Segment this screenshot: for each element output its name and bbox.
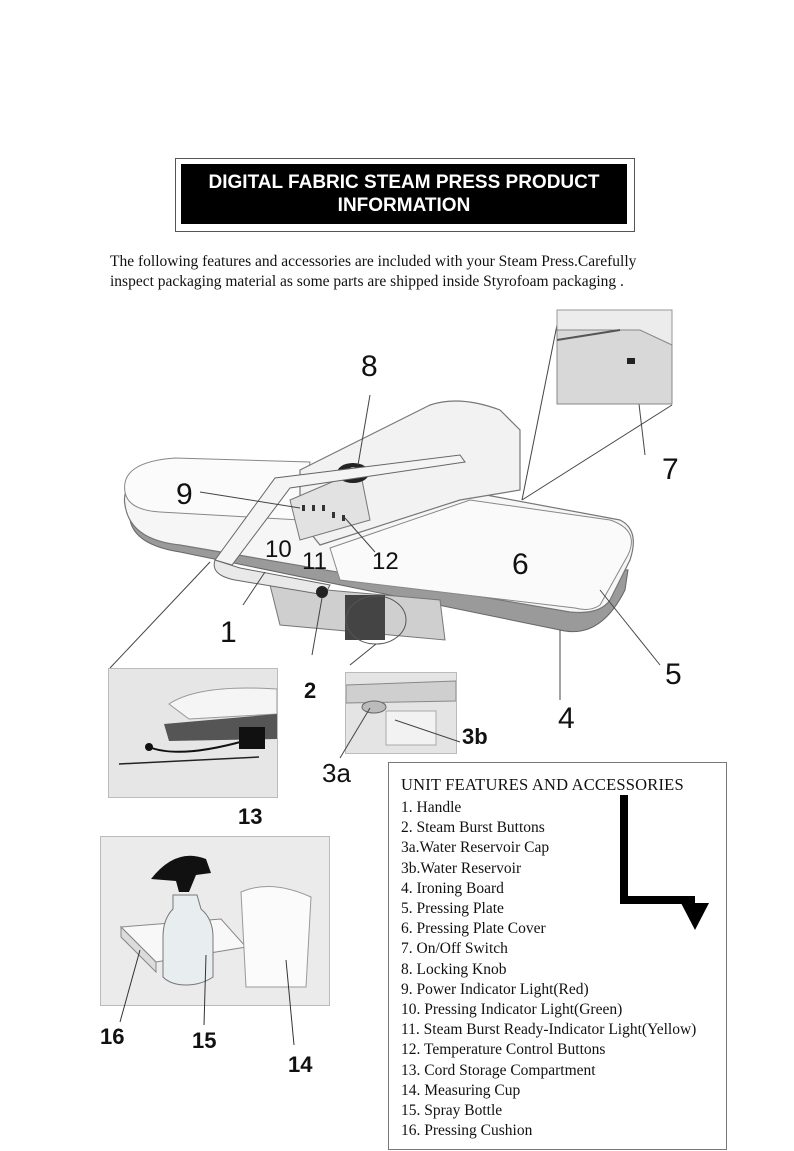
list-item: 3a.Water Reservoir Cap: [401, 839, 550, 857]
page-title: [181, 164, 627, 224]
list-item: 4. Ironing Board: [401, 879, 504, 897]
intro-line-2: inspect packaging material as some parts are shipped inside Styrofoam packaging .: [110, 273, 624, 290]
callout-5: 5: [665, 658, 682, 691]
intro-line-1: The following features and accessories are included with your Steam Press.Carefully: [110, 253, 637, 270]
list-item: 7. On/Off Switch: [401, 940, 508, 958]
page-title-line-2: INFORMATION: [337, 195, 471, 216]
callout-10: 10: [265, 536, 292, 563]
list-item: 11. Steam Burst Ready-Indicator Light(Yellow): [401, 1021, 697, 1039]
list-item: 1. Handle: [401, 799, 462, 816]
reservoir-leader-lines: [330, 690, 470, 770]
list-item: 2. Steam Burst Buttons: [401, 819, 545, 837]
list-item: 12. Temperature Control Buttons: [401, 1041, 606, 1059]
list-item: 3b.Water Reservoir: [401, 859, 522, 877]
callout-14: 14: [288, 1052, 313, 1077]
callout-8: 8: [361, 350, 378, 383]
callout-1: 1: [220, 616, 237, 649]
callout-15: 15: [192, 1028, 217, 1053]
callout-16: 16: [100, 1024, 125, 1049]
cord-storage-photo: [108, 668, 278, 798]
callout-13: 13: [238, 804, 263, 829]
list-item: 10. Pressing Indicator Light(Green): [401, 1001, 623, 1019]
list-item: 13. Cord Storage Compartment: [401, 1061, 596, 1079]
intro-paragraph: [110, 252, 710, 292]
list-item: 8. Locking Knob: [401, 960, 507, 978]
callout-4: 4: [558, 702, 575, 735]
arrow-down-right-icon: [615, 795, 715, 935]
list-item: 5. Pressing Plate: [401, 900, 504, 918]
list-item: 6. Pressing Plate Cover: [401, 920, 546, 938]
callout-6: 6: [512, 548, 529, 581]
list-item: 14. Measuring Cup: [401, 1081, 521, 1099]
callout-9: 9: [176, 478, 193, 511]
callout-2: 2: [304, 678, 317, 703]
callout-3a: 3a: [322, 758, 351, 788]
page-title-line-1: DIGITAL FABRIC STEAM PRESS PRODUCT: [208, 172, 600, 193]
callout-3b: 3b: [462, 724, 488, 749]
list-item: 15. Spray Bottle: [401, 1102, 503, 1120]
list-item: 16. Pressing Cushion: [401, 1122, 533, 1140]
callout-7: 7: [662, 453, 679, 486]
list-item: 9. Power Indicator Light(Red): [401, 980, 589, 998]
callout-12: 12: [372, 548, 399, 575]
callout-11: 11: [302, 548, 327, 575]
features-title: UNIT FEATURES AND ACCESSORIES: [401, 775, 684, 794]
